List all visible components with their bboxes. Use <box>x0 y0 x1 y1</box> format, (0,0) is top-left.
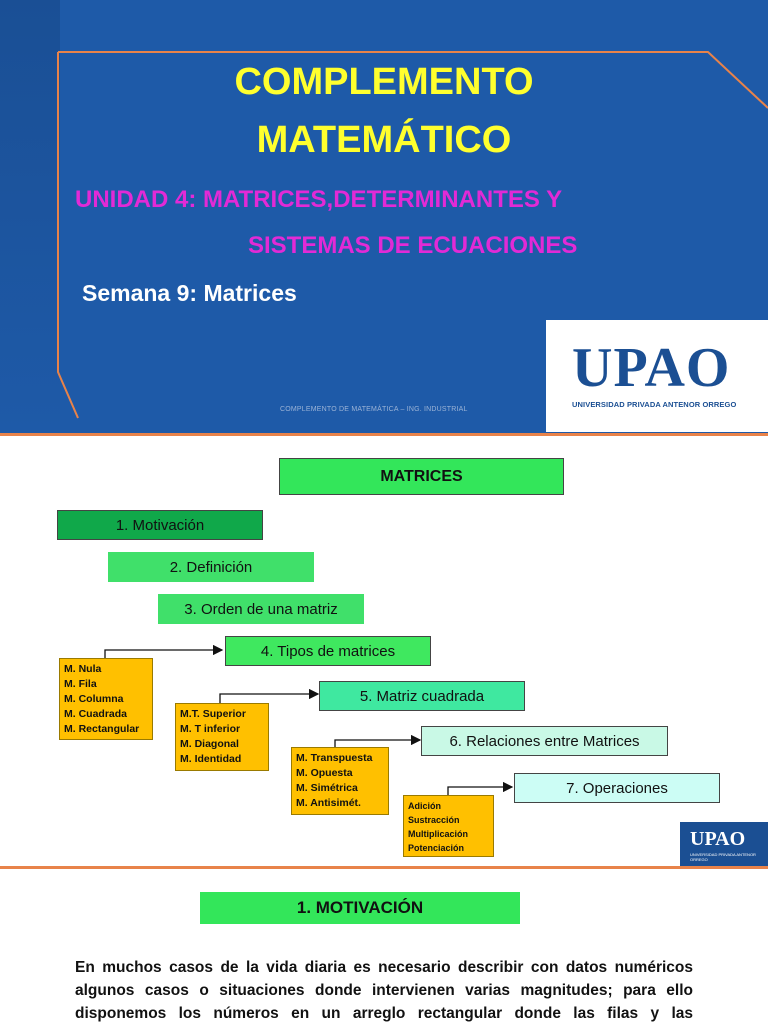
matrices-outline-slide <box>0 442 768 864</box>
list-item: Potenciación <box>408 843 465 853</box>
types-list <box>59 658 153 740</box>
list-item: Sustracción <box>408 815 460 825</box>
list-item: Adición <box>408 801 441 811</box>
list-item: M. Cuadrada <box>64 708 128 720</box>
list-item: M. Identidad <box>180 753 242 765</box>
upao-logo-small <box>680 822 768 866</box>
upao-logo-text: UPAO <box>572 337 731 399</box>
list-item: M. Columna <box>64 693 124 705</box>
paragraph-line: disponemos los números en un arreglo rectangular donde las filas y las <box>75 1005 693 1022</box>
list-item: M. Fila <box>64 678 97 690</box>
matrices-header: MATRICES <box>279 458 564 495</box>
item-motivacion[interactable]: 1. Motivación <box>57 510 263 540</box>
list-item: Multiplicación <box>408 829 469 839</box>
relations-list <box>291 747 389 815</box>
upao-logo-subtext: UNIVERSIDAD PRIVADA ANTENOR ORREGO <box>572 400 737 409</box>
list-item: M. Nula <box>64 663 102 675</box>
item-operaciones[interactable]: 7. Operaciones <box>514 773 720 803</box>
paragraph-line: En muchos casos de la vida diaria es necesario describir con datos numéricos <box>75 959 693 976</box>
upao-logo <box>546 320 768 432</box>
item-relaciones[interactable]: 6. Relaciones entre Matrices <box>421 726 668 756</box>
item-definicion[interactable]: 2. Definición <box>108 552 314 582</box>
motivation-slide <box>0 870 768 1024</box>
list-item: M. Opuesta <box>296 767 353 779</box>
operations-list <box>403 795 494 857</box>
slide-title-line2: MATEMÁTICO <box>256 119 512 161</box>
week-title: Semana 9: Matrices <box>82 280 297 306</box>
title-slide <box>0 0 768 436</box>
slide-divider <box>0 866 768 869</box>
item-tipos-matrices[interactable]: 4. Tipos de matrices <box>225 636 431 666</box>
list-item: M. T inferior <box>180 723 241 735</box>
upao-logo-small-text: UPAO <box>690 828 746 850</box>
item-orden[interactable]: 3. Orden de una matriz <box>158 594 364 624</box>
motivation-paragraph <box>75 956 693 1025</box>
motivation-header: 1. MOTIVACIÓN <box>200 892 520 924</box>
slide-title-line1: COMPLEMENTO <box>234 61 534 103</box>
list-item: M. Transpuesta <box>296 752 373 764</box>
slide-divider <box>0 433 768 436</box>
list-item: M. Rectangular <box>64 723 140 735</box>
list-item: M.T. Superior <box>180 708 246 720</box>
slide-footer: COMPLEMENTO DE MATEMÁTICA – ING. INDUSTRIAL <box>280 406 468 413</box>
square-types-list <box>175 703 269 771</box>
item-matriz-cuadrada[interactable]: 5. Matriz cuadrada <box>319 681 525 711</box>
unit-title-line1: UNIDAD 4: MATRICES,DETERMINANTES Y <box>75 186 563 213</box>
upao-logo-small-subtext: UNIVERSIDAD PRIVADA ANTENOR ORREGO <box>690 852 756 862</box>
list-item: M. Diagonal <box>180 738 239 750</box>
list-item: M. Antisimét. <box>296 797 361 809</box>
list-item: M. Simétrica <box>296 782 358 794</box>
unit-title-line2: SISTEMAS DE ECUACIONES <box>248 232 578 259</box>
paragraph-line: algunos casos o situaciones donde intervienen varias magnitudes; para ello <box>75 982 693 999</box>
